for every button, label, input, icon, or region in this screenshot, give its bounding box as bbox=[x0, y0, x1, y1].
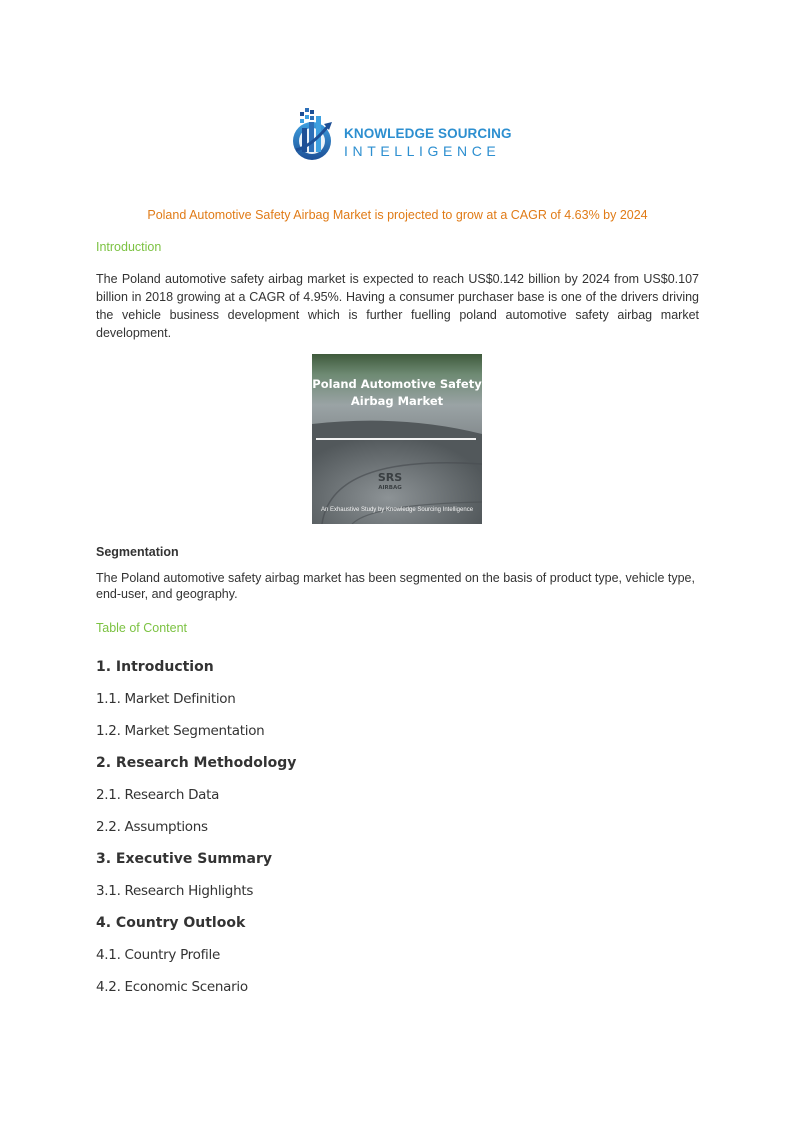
toc-heading: Table of Content bbox=[96, 621, 188, 635]
cover-title-line1: Poland Automotive Safety bbox=[312, 377, 482, 391]
toc-item-market-definition: 1.1. Market Definition bbox=[96, 691, 236, 707]
report-headline: Poland Automotive Safety Airbag Market is projected to grow at a CAGR of 4.63% by 2024 bbox=[147, 208, 648, 222]
toc-item-research-data: 2.1. Research Data bbox=[96, 787, 220, 803]
cover-title-line2: Airbag Market bbox=[350, 394, 444, 408]
toc-item-assumptions: 2.2. Assumptions bbox=[96, 819, 208, 835]
toc-item-country-profile: 4.1. Country Profile bbox=[96, 947, 220, 963]
cover-title bbox=[312, 376, 482, 410]
toc-item-research-highlights: 3.1. Research Highlights bbox=[96, 883, 254, 899]
logo-text-line1: KNOWLEDGE SOURCING bbox=[344, 126, 512, 141]
report-cover-image bbox=[312, 354, 482, 524]
logo-text-line2: INTELLIGENCE bbox=[344, 143, 501, 159]
company-logo bbox=[290, 106, 510, 166]
toc-item-executive-summary: 3. Executive Summary bbox=[96, 851, 272, 867]
cover-footer: An Exhaustive Study by Knowledge Sourcing Intelligence bbox=[320, 507, 474, 513]
airbag-emblem-label: AIRBAG bbox=[378, 485, 402, 491]
toc-item-country-outlook: 4. Country Outlook bbox=[96, 915, 246, 931]
knowledge-sourcing-logo-icon bbox=[290, 106, 342, 166]
segmentation-paragraph: The Poland automotive safety airbag market has been segmented on the basis of product type, vehicle type, end-user, and geography. bbox=[96, 571, 695, 601]
toc-item-introduction: 1. Introduction bbox=[96, 659, 214, 675]
introduction-heading: Introduction bbox=[96, 240, 162, 254]
airbag-emblem-srs: SRS bbox=[377, 471, 403, 484]
toc-item-research-methodology: 2. Research Methodology bbox=[96, 755, 297, 771]
toc-item-market-segmentation: 1.2. Market Segmentation bbox=[96, 723, 265, 739]
segmentation-heading: Segmentation bbox=[96, 545, 179, 559]
introduction-paragraph: The Poland automotive safety airbag market is expected to reach US$0.142 billion by 2024 from US$0.107 billion in 2018 growing at a CAGR of 4.95%. Having a consumer purchaser base is one of the drivers driving the vehicle business development which is further fuelling poland automotive safety airbag market development. bbox=[96, 272, 699, 340]
toc-item-economic-scenario: 4.2. Economic Scenario bbox=[96, 979, 248, 995]
